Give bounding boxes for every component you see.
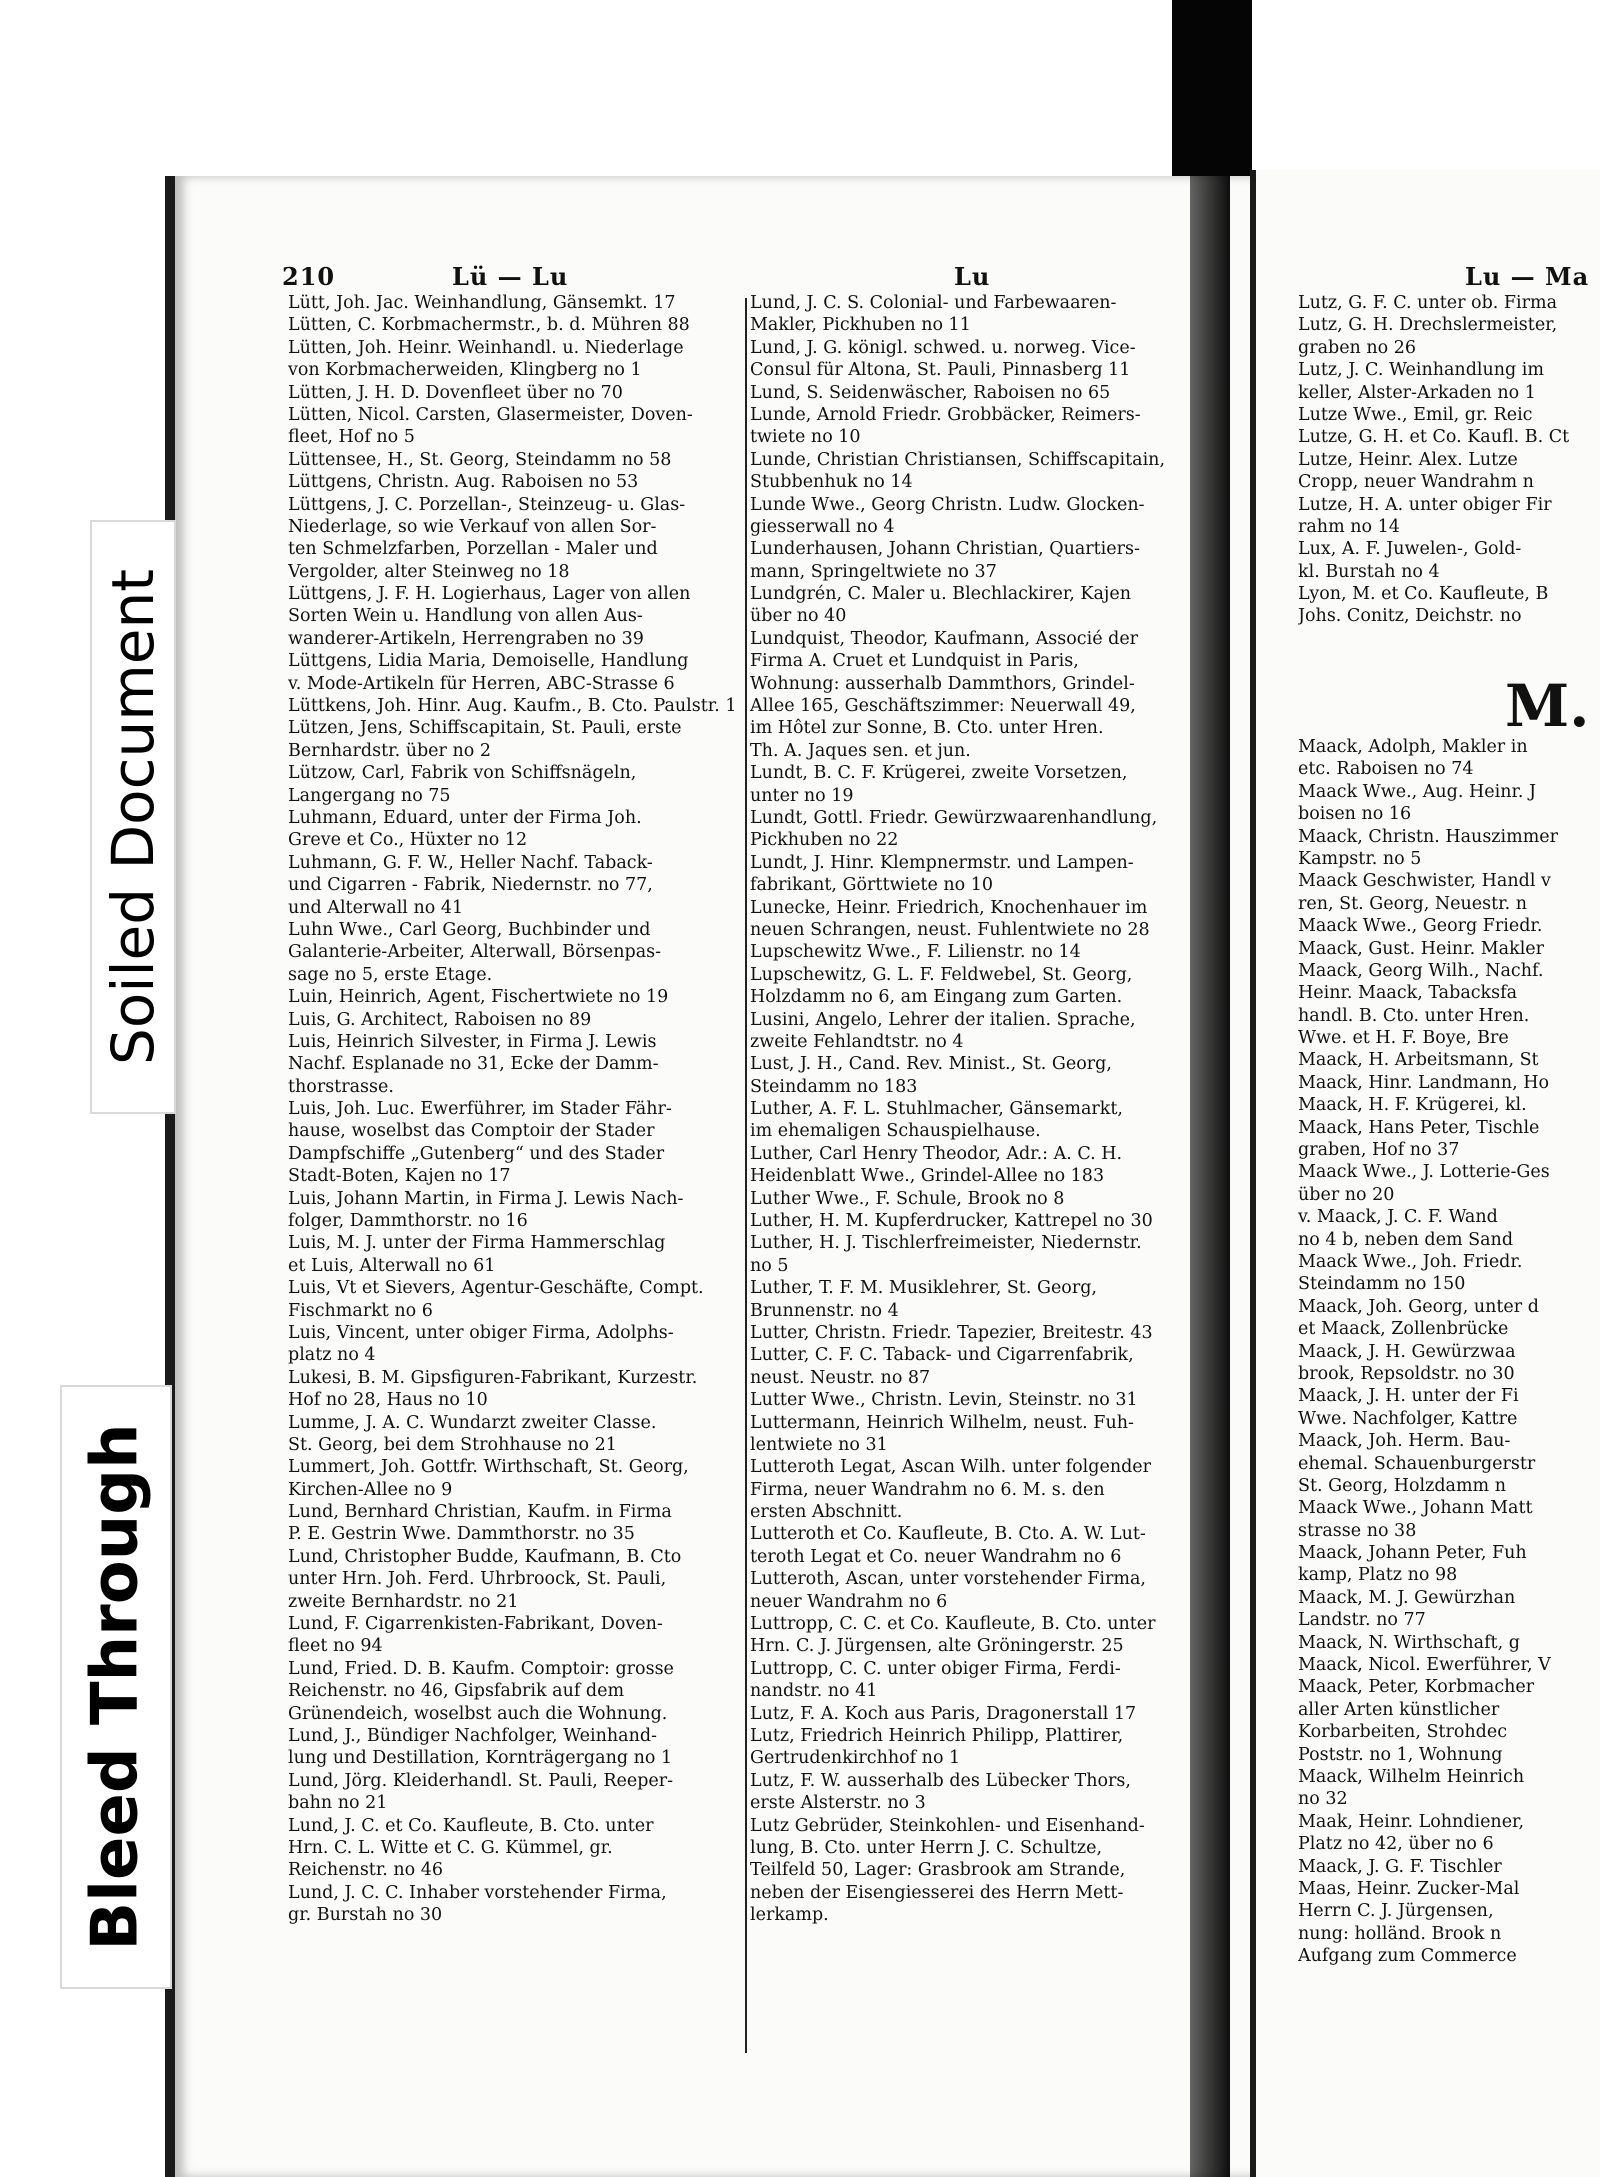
directory-entry-line: Firma, neuer Wandrahm no 6. M. s. den <box>750 1479 1105 1500</box>
directory-entry-line: Aufgang zum Commerce <box>1298 1946 1517 1967</box>
directory-entry-line: Gertrudenkirchhof no 1 <box>750 1748 961 1769</box>
directory-entry-line: Firma A. Cruet et Lundquist in Paris, <box>750 651 1079 672</box>
directory-entry-line: P. E. Gestrin Wwe. Dammthorstr. no 35 <box>288 1524 635 1545</box>
directory-entry-line: ehemal. Schauenburgerstr <box>1298 1453 1536 1474</box>
directory-entry-line: Lutteroth, Ascan, unter vorstehender Firma, <box>750 1569 1146 1590</box>
directory-column-2 <box>750 292 1202 1927</box>
directory-entry-line: Lukesi, B. M. Gipsfiguren-Fabrikant, Kurzestr. <box>288 1367 698 1388</box>
directory-entry-line: Lütten, J. H. D. Dovenfleet über no 70 <box>288 382 623 403</box>
directory-column-3-top <box>1298 292 1600 628</box>
directory-entry-line: fleet, Hof no 5 <box>288 427 415 448</box>
directory-entry-line: Maack Wwe., Georg Friedr. <box>1298 916 1543 937</box>
directory-entry-line: neuen Schrangen, neust. Fuhlentwiete no 28 <box>750 919 1150 940</box>
directory-entry-line: Lüttgens, Lidia Maria, Demoiselle, Handlung <box>288 651 689 672</box>
directory-entry-line: Lux, A. F. Juwelen-, Gold- <box>1298 539 1522 560</box>
directory-entry-line: Sorten Wein u. Handlung von allen Aus- <box>288 606 643 627</box>
directory-entry-line: Lund, J. C. C. Inhaber vorstehender Firma, <box>288 1882 667 1903</box>
directory-entry-line: Maack, Wilhelm Heinrich <box>1298 1766 1525 1787</box>
directory-entry-line: sage no 5, erste Etage. <box>288 964 493 985</box>
directory-entry-line: erste Alsterstr. no 3 <box>750 1793 926 1814</box>
directory-entry-line: Wwe. et H. F. Boye, Bre <box>1298 1028 1509 1049</box>
directory-entry-line: Maack, Hans Peter, Tischle <box>1298 1117 1540 1138</box>
directory-entry-line: Landstr. no 77 <box>1298 1610 1426 1631</box>
directory-entry-line: im ehemaligen Schauspielhause. <box>750 1121 1041 1142</box>
directory-entry-line: Luther, H. M. Kupferdrucker, Kattrepel no 30 <box>750 1211 1153 1232</box>
directory-entry-line: Lutz, G. F. C. unter ob. Firma <box>1298 293 1558 313</box>
directory-entry-line: Vergolder, alter Steinweg no 18 <box>288 561 570 582</box>
directory-entry-line: und Alterwall no 41 <box>288 897 464 918</box>
directory-entry-line: unter no 19 <box>750 785 854 806</box>
directory-entry-line: Lutz, F. A. Koch aus Paris, Dragonerstall 17 <box>750 1703 1137 1724</box>
directory-entry-line: Stadt-Boten, Kajen no 17 <box>288 1166 511 1187</box>
directory-entry-line: hause, woselbst das Comptoir der Stader <box>288 1121 655 1142</box>
directory-entry-line: nung: holländ. Brook n <box>1298 1923 1502 1944</box>
directory-entry-line: Lutze, Heinr. Alex. Lutze <box>1298 449 1518 470</box>
directory-entry-line: Wohnung: ausserhalb Dammthors, Grindel- <box>750 673 1135 694</box>
directory-entry-line: Brunnenstr. no 4 <box>750 1300 899 1321</box>
directory-entry-line: Luis, Vincent, unter obiger Firma, Adolphs- <box>288 1322 674 1343</box>
directory-entry-line: Lütten, C. Korbmachermstr., b. d. Mühren 88 <box>288 315 690 336</box>
section-letter-m: M. <box>1505 672 1590 740</box>
directory-entry-line: Fischmarkt no 6 <box>288 1300 433 1321</box>
directory-entry-line: Steindamm no 150 <box>1298 1274 1466 1295</box>
right-running-header: Lu — Ma <box>1465 262 1590 291</box>
directory-entry-line: etc. Raboisen no 74 <box>1298 759 1474 780</box>
directory-entry-line: Th. A. Jaques sen. et jun. <box>750 740 971 761</box>
directory-entry-line: Lüttgens, Christn. Aug. Raboisen no 53 <box>288 472 639 493</box>
directory-entry-line: Bernhardstr. über no 2 <box>288 740 491 761</box>
directory-entry-line: Steindamm no 183 <box>750 1076 918 1097</box>
directory-entry-line: Lund, J., Bündiger Nachfolger, Weinhand- <box>288 1726 657 1746</box>
directory-entry-line: Lund, Christopher Budde, Kaufmann, B. Cto <box>288 1546 682 1567</box>
directory-entry-line: Lutteroth et Co. Kaufleute, B. Cto. A. W. Lut- <box>750 1524 1146 1545</box>
directory-entry-line: aller Arten künstlicher <box>1298 1699 1500 1720</box>
directory-entry-line: Lütten, Joh. Heinr. Weinhandl. u. Niederlage <box>288 337 684 358</box>
directory-entry-line: ren, St. Georg, Neuestr. n <box>1298 893 1527 914</box>
directory-entry-line: zweite Fehlandtstr. no 4 <box>750 1031 964 1052</box>
directory-entry-line: Lutze, G. H. et Co. Kaufl. B. Ct <box>1298 427 1570 448</box>
directory-entry-line: folger, Dammthorstr. no 16 <box>288 1211 528 1232</box>
directory-entry-line: St. Georg, bei dem Strohhause no 21 <box>288 1434 617 1455</box>
directory-entry-line: Luhmann, Eduard, unter der Firma Joh. <box>288 807 642 828</box>
directory-entry-line: Luhmann, G. F. W., Heller Nachf. Taback- <box>288 852 653 873</box>
directory-entry-line: platz no 4 <box>288 1345 376 1366</box>
directory-entry-line: Lund, Jörg. Kleiderhandl. St. Pauli, Reeper- <box>288 1770 674 1791</box>
directory-entry-line: Maack, Gust. Heinr. Makler <box>1298 938 1545 959</box>
directory-entry-line: Lunde Wwe., Georg Christn. Ludw. Glocken- <box>750 494 1145 515</box>
directory-entry-line: Niederlage, so wie Verkauf von allen Sor- <box>288 516 657 537</box>
directory-entry-line: Maack Wwe., Joh. Friedr. <box>1298 1251 1523 1272</box>
directory-entry-line: Lutz, F. W. ausserhalb des Lübecker Thors, <box>750 1770 1131 1791</box>
directory-entry-line: Lüttensee, H., St. Georg, Steindamm no 58 <box>288 449 672 470</box>
directory-entry-line: Maack, J. H. unter der Fi <box>1298 1386 1519 1407</box>
directory-entry-line: v. Maack, J. C. F. Wand <box>1298 1207 1498 1228</box>
directory-entry-line: Luther, A. F. L. Stuhlmacher, Gänsemarkt, <box>750 1099 1123 1120</box>
directory-entry-line: kamp, Platz no 98 <box>1298 1565 1458 1586</box>
directory-entry-line: Lund, F. Cigarrenkisten-Fabrikant, Doven- <box>288 1614 663 1635</box>
directory-entry-line: Dampfschiffe „Gutenberg“ und des Stader <box>288 1143 665 1164</box>
directory-entry-line: Maack, Christn. Hauszimmer <box>1298 826 1559 847</box>
directory-entry-line: Luther Wwe., F. Schule, Brook no 8 <box>750 1188 1065 1209</box>
bleed-through-text: Bleed Through <box>79 1423 153 1951</box>
directory-entry-line: Maack, M. J. Gewürzhan <box>1298 1587 1516 1608</box>
directory-entry-line: Lutz, Friedrich Heinrich Philipp, Plattirer, <box>750 1726 1124 1746</box>
directory-entry-line: Stubbenhuk no 14 <box>750 472 913 493</box>
directory-entry-line: wanderer-Artikeln, Herrengraben no 39 <box>288 628 644 649</box>
directory-entry-line: twiete no 10 <box>750 427 861 448</box>
soiled-document-text: Soiled Document <box>99 569 168 1065</box>
directory-entry-line: Lundt, J. Hinr. Klempnermstr. und Lampen- <box>750 852 1134 873</box>
directory-entry-line: Makler, Pickhuben no 11 <box>750 315 971 336</box>
directory-entry-line: Maack, Nicol. Ewerführer, V <box>1298 1655 1551 1676</box>
soiled-document-label <box>90 520 176 1114</box>
directory-entry-line: Lund, Bernhard Christian, Kaufm. in Firma <box>288 1502 672 1523</box>
directory-entry-line: Maack, N. Wirthschaft, g <box>1298 1632 1520 1653</box>
directory-column-3-bottom <box>1298 736 1600 1967</box>
directory-entry-line: Lund, Fried. D. B. Kaufm. Comptoir: grosse <box>288 1658 674 1679</box>
directory-entry-line: Maack, Georg Wilh., Nachf. <box>1298 960 1544 981</box>
directory-entry-line: no 32 <box>1298 1789 1348 1810</box>
directory-entry-line: Cropp, neuer Wandrahm n <box>1298 472 1534 493</box>
directory-entry-line: Luttropp, C. C. unter obiger Firma, Ferdi- <box>750 1658 1121 1679</box>
directory-entry-line: no 5 <box>750 1255 789 1276</box>
directory-entry-line: Luis, M. J. unter der Firma Hammerschlag <box>288 1233 666 1254</box>
directory-entry-line: Maack Geschwister, Handl v <box>1298 871 1551 892</box>
directory-entry-line: Luttropp, C. C. et Co. Kaufleute, B. Cto. unter <box>750 1614 1156 1635</box>
directory-entry-line: Lutter Wwe., Christn. Levin, Steinstr. no 31 <box>750 1390 1138 1411</box>
directory-entry-line: Lund, J. G. königl. schwed. u. norweg. Vice- <box>750 337 1136 358</box>
directory-entry-line: handl. B. Cto. unter Hren. <box>1298 1005 1530 1026</box>
scan-background <box>0 0 1600 180</box>
directory-entry-line: über no 20 <box>1298 1184 1395 1205</box>
directory-entry-line: Maack, J. G. F. Tischler <box>1298 1856 1502 1877</box>
directory-entry-line: Lutze Wwe., Emil, gr. Reic <box>1298 404 1533 425</box>
directory-entry-line: Maack, Joh. Georg, unter d <box>1298 1296 1539 1317</box>
directory-entry-line: lentwiete no 31 <box>750 1434 888 1455</box>
directory-entry-line: lerkamp. <box>750 1905 829 1926</box>
directory-entry-line: Wwe. Nachfolger, Kattre <box>1298 1408 1518 1429</box>
directory-entry-line: Lutter, Christn. Friedr. Tapezier, Breitestr. 43 <box>750 1322 1153 1343</box>
directory-entry-line: Maak, Heinr. Lohndiener, <box>1298 1811 1525 1832</box>
directory-entry-line: Maack, Peter, Korbmacher <box>1298 1677 1535 1698</box>
directory-entry-line: Maack Wwe., J. Lotterie-Ges <box>1298 1162 1550 1183</box>
directory-entry-line: Lund, J. C. et Co. Kaufleute, B. Cto. unter <box>288 1815 654 1836</box>
directory-entry-line: Lundgrén, C. Maler u. Blechlackirer, Kajen <box>750 584 1131 605</box>
directory-entry-line: fabrikant, Görttwiete no 10 <box>750 875 994 896</box>
directory-entry-line: Lüttkens, Joh. Hinr. Aug. Kaufm., B. Cto. Paulstr. 1 <box>288 696 737 717</box>
directory-entry-line: Maack, Joh. Herm. Bau- <box>1298 1431 1511 1452</box>
directory-entry-line: nandstr. no 41 <box>750 1681 878 1702</box>
directory-entry-line: Nachf. Esplanade no 31, Ecke der Damm- <box>288 1054 659 1075</box>
directory-entry-line: graben, Hof no 37 <box>1298 1140 1460 1161</box>
directory-entry-line: v. Mode-Artikeln für Herren, ABC-Strasse 6 <box>288 673 675 694</box>
column-divider <box>745 298 747 2053</box>
directory-entry-line: Lutteroth Legat, Ascan Wilh. unter folgender <box>750 1457 1152 1478</box>
directory-entry-line: Lutz, G. H. Drechslermeister, <box>1298 315 1558 336</box>
directory-entry-line: Luther, T. F. M. Musiklehrer, St. Georg, <box>750 1278 1097 1299</box>
directory-entry-line: Luther, H. J. Tischlerfreimeister, Niedernstr. <box>750 1233 1142 1254</box>
directory-entry-line: zweite Bernhardstr. no 21 <box>288 1591 519 1612</box>
directory-entry-line: no 4 b, neben dem Sand <box>1298 1229 1514 1250</box>
directory-entry-line: Herrn C. J. Jürgensen, <box>1298 1901 1494 1922</box>
directory-entry-line: Lust, J. H., Cand. Rev. Minist., St. Georg, <box>750 1054 1112 1075</box>
directory-entry-line: Korbarbeiten, Strohdec <box>1298 1722 1508 1743</box>
directory-entry-line: Lützen, Jens, Schiffscapitain, St. Pauli, erste <box>288 718 682 739</box>
directory-entry-line: Galanterie-Arbeiter, Alterwall, Börsenpas- <box>288 942 662 963</box>
directory-entry-line: Lutz, J. C. Weinhandlung im <box>1298 360 1544 381</box>
directory-entry-line: fleet no 94 <box>288 1636 383 1657</box>
bleed-through-label <box>60 1385 172 1989</box>
directory-entry-line: und Cigarren - Fabrik, Niedernstr. no 77, <box>288 875 653 896</box>
directory-entry-line: von Korbmacherweiden, Klingberg no 1 <box>288 360 642 381</box>
directory-entry-line: Lutz Gebrüder, Steinkohlen- und Eisenhand- <box>750 1815 1145 1836</box>
directory-entry-line: neuer Wandrahm no 6 <box>750 1591 948 1612</box>
directory-entry-line: gr. Burstah no 30 <box>288 1905 443 1926</box>
directory-entry-line: Maas, Heinr. Zucker-Mal <box>1298 1878 1520 1899</box>
directory-entry-line: bahn no 21 <box>288 1793 388 1814</box>
directory-column-1 <box>288 292 743 1927</box>
directory-entry-line: Pickhuben no 22 <box>750 830 899 851</box>
directory-entry-line: graben no 26 <box>1298 337 1417 358</box>
directory-entry-line: Lunde, Arnold Friedr. Grobbäcker, Reimers- <box>750 404 1141 425</box>
directory-entry-line: kl. Burstah no 4 <box>1298 561 1440 582</box>
directory-entry-line: Luther, Carl Henry Theodor, Adr.: A. C. H. <box>750 1143 1123 1164</box>
center-running-header: Lu <box>954 262 991 291</box>
directory-entry-line: boisen no 16 <box>1298 804 1412 825</box>
directory-entry-line: Lüttgens, J. F. H. Logierhaus, Lager von allen <box>288 584 691 605</box>
directory-entry-line: neben der Eisengiesserei des Herrn Mett- <box>750 1882 1124 1903</box>
directory-entry-line: unter Hrn. Joh. Ferd. Uhrbroock, St. Pauli, <box>288 1569 667 1590</box>
directory-entry-line: Lutter, C. F. C. Taback- und Cigarrenfabrik, <box>750 1345 1134 1366</box>
directory-entry-line: brook, Repsoldstr. no 30 <box>1298 1363 1515 1384</box>
directory-entry-line: Heinr. Maack, Tabacksfa <box>1298 983 1518 1004</box>
directory-entry-line: Lusini, Angelo, Lehrer der italien. Sprache, <box>750 1009 1136 1030</box>
directory-entry-line: Teilfeld 50, Lager: Grasbrook am Strande, <box>750 1860 1126 1881</box>
directory-entry-line: Lundquist, Theodor, Kaufmann, Associé der <box>750 628 1139 649</box>
left-running-header: Lü — Lu <box>452 262 569 291</box>
directory-entry-line: Maack, H. F. Krügerei, kl. <box>1298 1095 1527 1116</box>
directory-entry-line: keller, Alster-Arkaden no 1 <box>1298 382 1536 403</box>
directory-entry-line: St. Georg, Holzdamm n <box>1298 1475 1506 1496</box>
directory-entry-line: strasse no 38 <box>1298 1520 1417 1541</box>
directory-entry-line: Johs. Conitz, Deichstr. no <box>1298 606 1522 627</box>
directory-entry-line: Lyon, M. et Co. Kaufleute, B <box>1298 584 1549 605</box>
directory-entry-line: Hof no 28, Haus no 10 <box>288 1390 488 1411</box>
directory-entry-line: Lund, S. Seidenwäscher, Raboisen no 65 <box>750 382 1111 403</box>
directory-entry-line: lung und Destillation, Kornträgergang no 1 <box>288 1748 673 1769</box>
directory-entry-line: Kirchen-Allee no 9 <box>288 1479 453 1500</box>
directory-entry-line: Platz no 42, über no 6 <box>1298 1834 1494 1855</box>
directory-entry-line: Luis, Johann Martin, in Firma J. Lewis Nach- <box>288 1188 684 1209</box>
page-number: 210 <box>282 262 336 291</box>
directory-entry-line: Maack, Hinr. Landmann, Ho <box>1298 1072 1550 1093</box>
directory-entry-line: Lupschewitz Wwe., F. Lilienstr. no 14 <box>750 942 1081 963</box>
directory-entry-line: Lutze, H. A. unter obiger Fir <box>1298 494 1552 515</box>
directory-entry-line: Luttermann, Heinrich Wilhelm, neust. Fuh- <box>750 1412 1134 1433</box>
directory-entry-line: Lüttgens, J. C. Porzellan-, Steinzeug- u. Glas- <box>288 494 686 515</box>
directory-entry-line: Maack, J. H. Gewürzwaa <box>1298 1341 1516 1362</box>
directory-entry-line: Allee 165, Geschäftszimmer: Neuerwall 49, <box>750 696 1136 717</box>
directory-entry-line: lung, B. Cto. unter Herrn J. C. Schultze, <box>750 1837 1103 1858</box>
directory-entry-line: Lund, J. C. S. Colonial- und Farbewaaren- <box>750 293 1117 313</box>
directory-entry-line: Poststr. no 1, Wohnung <box>1298 1744 1503 1765</box>
directory-entry-line: Maack, H. Arbeitsmann, St <box>1298 1050 1539 1071</box>
directory-entry-line: Hrn. C. L. Witte et C. G. Kümmel, gr. <box>288 1837 613 1858</box>
directory-entry-line: Reichenstr. no 46, Gipsfabrik auf dem <box>288 1681 625 1702</box>
directory-entry-line: Lummert, Joh. Gottfr. Wirthschaft, St. Georg, <box>288 1457 689 1478</box>
directory-entry-line: Maack Wwe., Johann Matt <box>1298 1498 1533 1519</box>
directory-entry-line: Hrn. C. J. Jürgensen, alte Gröningerstr. 25 <box>750 1636 1124 1657</box>
directory-entry-line: Lunecke, Heinr. Friedrich, Knochenhauer im <box>750 897 1148 918</box>
directory-entry-line: ersten Abschnitt. <box>750 1502 903 1523</box>
directory-entry-line: Luis, Vt et Sievers, Agentur-Geschäfte, Compt. <box>288 1278 704 1299</box>
directory-entry-line: giesserwall no 4 <box>750 516 895 537</box>
directory-entry-line: Heidenblatt Wwe., Grindel-Allee no 183 <box>750 1166 1105 1187</box>
directory-entry-line: Lütt, Joh. Jac. Weinhandlung, Gänsemkt. 17 <box>288 293 676 313</box>
directory-entry-line: über no 40 <box>750 606 847 627</box>
directory-entry-line: Maack, Adolph, Makler in <box>1298 737 1528 757</box>
directory-entry-line: Grünendeich, woselbst auch die Wohnung. <box>288 1703 668 1724</box>
directory-entry-line: Maack Wwe., Aug. Heinr. J <box>1298 781 1537 802</box>
directory-entry-line: Lundt, Gottl. Friedr. Gewürzwaarenhandlung, <box>750 807 1158 828</box>
directory-entry-line: Lützow, Carl, Fabrik von Schiffsnägeln, <box>288 763 637 784</box>
directory-entry-line: Greve et Co., Hüxter no 12 <box>288 830 528 851</box>
directory-entry-line: teroth Legat et Co. neuer Wandrahm no 6 <box>750 1546 1122 1567</box>
directory-entry-line: thorstrasse. <box>288 1076 394 1097</box>
directory-entry-line: neust. Neustr. no 87 <box>750 1367 931 1388</box>
directory-entry-line: Lupschewitz, G. L. F. Feldwebel, St. Georg, <box>750 964 1133 985</box>
directory-entry-line: Luin, Heinrich, Agent, Fischertwiete no 19 <box>288 987 669 1008</box>
directory-entry-line: Maack, Johann Peter, Fuh <box>1298 1543 1527 1564</box>
directory-entry-line: Luhn Wwe., Carl Georg, Buchbinder und <box>288 919 651 940</box>
directory-entry-line: Lunderhausen, Johann Christian, Quartiers- <box>750 539 1140 560</box>
directory-entry-line: et Luis, Alterwall no 61 <box>288 1255 496 1276</box>
directory-entry-line: mann, Springeltwiete no 37 <box>750 561 997 582</box>
directory-entry-line: rahm no 14 <box>1298 516 1400 537</box>
directory-entry-line: Lütten, Nicol. Carsten, Glasermeister, Doven- <box>288 404 693 425</box>
directory-entry-line: Holzdamm no 6, am Eingang zum Garten. <box>750 987 1123 1008</box>
directory-entry-line: Reichenstr. no 46 <box>288 1860 444 1881</box>
directory-entry-line: Kampstr. no 5 <box>1298 848 1422 869</box>
directory-entry-line: Luis, Heinrich Silvester, in Firma J. Lewis <box>288 1031 657 1052</box>
directory-entry-line: Lumme, J. A. C. Wundarzt zweiter Classe. <box>288 1412 657 1433</box>
directory-entry-line: ten Schmelzfarben, Porzellan - Maler und <box>288 539 658 560</box>
directory-entry-line: Lunde, Christian Christiansen, Schiffscapitain, <box>750 449 1166 470</box>
directory-entry-line: Langergang no 75 <box>288 785 451 806</box>
directory-entry-line: Luis, Joh. Luc. Ewerführer, im Stader Fähr- <box>288 1099 672 1120</box>
directory-entry-line: et Maack, Zollenbrücke <box>1298 1319 1509 1340</box>
directory-entry-line: Lundt, B. C. F. Krügerei, zweite Vorsetzen, <box>750 763 1128 784</box>
directory-entry-line: im Hôtel zur Sonne, B. Cto. unter Hren. <box>750 718 1104 739</box>
directory-entry-line: Luis, G. Architect, Raboisen no 89 <box>288 1009 592 1030</box>
directory-entry-line: Consul für Altona, St. Pauli, Pinnasberg 11 <box>750 360 1131 381</box>
